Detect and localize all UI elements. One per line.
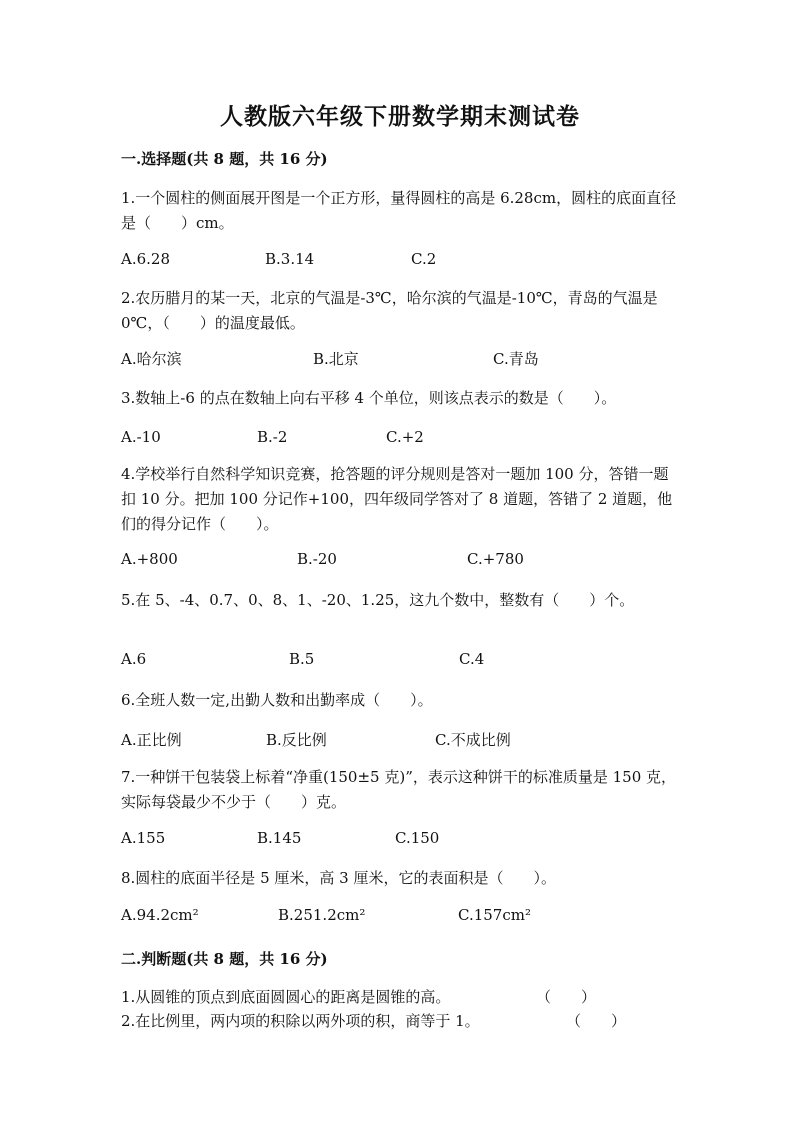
options-6 — [121, 729, 681, 751]
options-3 — [121, 428, 681, 450]
option-a: A.哈尔滨 — [121, 350, 182, 368]
option-c: C.4 — [459, 650, 485, 668]
options-2 — [121, 348, 681, 370]
judge-item-2: 2.在比例里，两内项的积除以两外项的积，商等于 1。 — [121, 1012, 480, 1030]
option-b: B.5 — [289, 650, 315, 668]
option-c: C.157cm² — [458, 906, 531, 924]
answer-paren-2: （ ） — [566, 1012, 627, 1030]
option-c: C.150 — [395, 829, 440, 847]
page-title: 人教版六年级下册数学期末测试卷 — [220, 103, 580, 130]
option-a: A.正比例 — [121, 731, 182, 749]
section-heading-judge: 二.判断题(共 8 题，共 16 分) — [121, 950, 328, 968]
option-a: A.155 — [121, 829, 166, 847]
options-1 — [121, 250, 681, 272]
option-a: A.+800 — [121, 550, 178, 568]
option-b: B.251.2cm² — [278, 906, 366, 924]
option-a: A.94.2cm² — [121, 906, 199, 924]
option-b: B.145 — [257, 829, 302, 847]
section-heading-choice: 一.选择题(共 8 题，共 16 分) — [121, 150, 328, 168]
question-1: 1.一个圆柱的侧面展开图是一个正方形，量得圆柱的高是 6.28cm，圆柱的底面直径是（ ）cm。 — [121, 189, 677, 232]
options-8 — [121, 906, 681, 928]
question-6: 6.全班人数一定,出勤人数和出勤率成（ ）。 — [121, 691, 433, 709]
option-c: C.2 — [411, 250, 437, 268]
question-2: 2.农历腊月的某一天，北京的气温是-3℃，哈尔滨的气温是-10℃，青岛的气温是 0℃，（ ）的温度最低。 — [121, 289, 658, 332]
option-b: B.北京 — [313, 350, 359, 368]
options-5 — [121, 650, 681, 672]
option-b: B.-2 — [257, 428, 288, 446]
judge-item-1: 1.从圆锥的顶点到底面圆圆心的距离是圆锥的高。 — [121, 988, 451, 1006]
question-7: 7.一种饼干包装袋上标着“净重(150±5 克)”，表示这种饼干的标准质量是 150 克，实际每袋最少不少于（ ）克。 — [121, 768, 677, 811]
option-c: C.+780 — [467, 550, 524, 568]
option-b: B.反比例 — [266, 731, 327, 749]
option-a: A.6 — [121, 650, 147, 668]
question-5: 5.在 5、-4、0.7、0、8、1、-20、1.25，这九个数中，整数有（ ）个。 — [121, 591, 635, 609]
option-c: C.青岛 — [493, 350, 539, 368]
options-4 — [121, 550, 681, 572]
options-7 — [121, 829, 681, 851]
question-3: 3.数轴上-6 的点在数轴上向右平移 4 个单位，则该点表示的数是（ ）。 — [121, 389, 617, 407]
option-a: A.6.28 — [121, 250, 170, 268]
answer-paren-1: （ ） — [536, 988, 597, 1006]
option-c: C.不成比例 — [435, 731, 511, 749]
option-b: B.-20 — [297, 550, 337, 568]
question-8: 8.圆柱的底面半径是 5 厘米，高 3 厘米，它的表面积是（ ）。 — [121, 869, 556, 887]
option-b: B.3.14 — [265, 250, 315, 268]
option-a: A.-10 — [121, 428, 161, 446]
question-4: 4.学校举行自然科学知识竞赛，抢答题的评分规则是答对一题加 100 分，答错一题扣 10 分。把加 100 分记作+100，四年级同学答对了 8 道题，答错了 2 道题，他们的得分记作（ ）。 — [121, 465, 673, 533]
option-c: C.+2 — [386, 428, 424, 446]
